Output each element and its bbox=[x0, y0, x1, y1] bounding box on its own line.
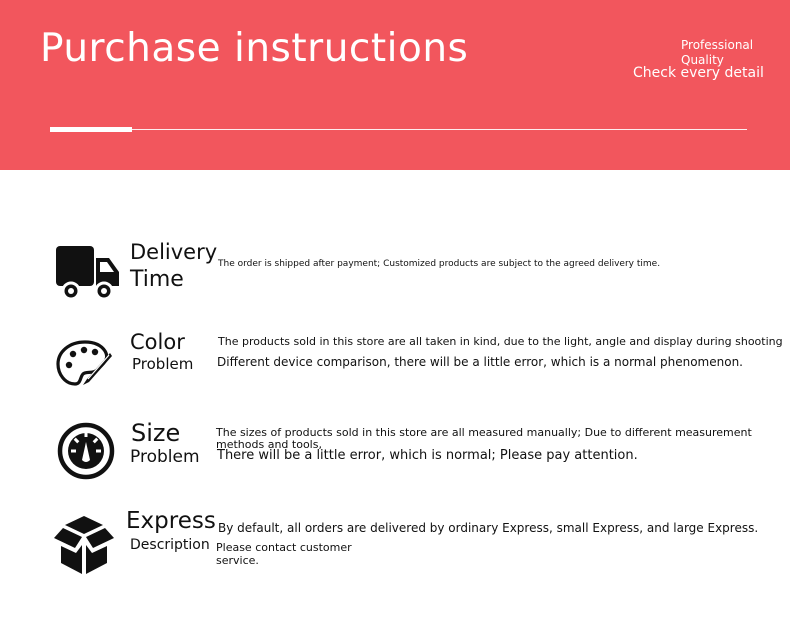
size-subtitle: Problem bbox=[130, 447, 200, 467]
color-title: Color bbox=[130, 330, 185, 354]
instruction-delivery-time bbox=[0, 230, 790, 310]
header-tagline: Check every detail bbox=[633, 65, 764, 81]
color-description-line1: The products sold in this store are all taken in kind, due to the light, angle and display during shooting bbox=[218, 335, 783, 348]
express-title: Express bbox=[126, 508, 216, 534]
size-description-line1: The sizes of products sold in this store are all measured manually; Due to different measurement methods and tools, bbox=[216, 426, 752, 451]
instruction-size-problem bbox=[0, 415, 790, 495]
express-description-line2: Please contact customer service. bbox=[216, 541, 352, 567]
instruction-color-problem bbox=[0, 325, 790, 405]
delivery-subtitle: Time bbox=[130, 267, 184, 292]
package-box-icon bbox=[51, 514, 117, 576]
size-title: Size bbox=[131, 419, 181, 447]
size-description-line2: There will be a little error, which is normal; Please pay attention. bbox=[217, 448, 638, 463]
express-subtitle: Description bbox=[130, 537, 210, 553]
express-description-line1: By default, all orders are delivered by ordinary Express, small Express, and large Express. bbox=[218, 521, 759, 535]
header-tagline-small: Professional Quality bbox=[681, 38, 754, 67]
delivery-title: Delivery bbox=[130, 240, 218, 264]
color-subtitle: Problem bbox=[132, 355, 194, 373]
gauge-icon bbox=[57, 422, 115, 480]
color-palette-icon bbox=[55, 339, 115, 389]
header-divider-accent bbox=[50, 127, 132, 132]
delivery-truck-icon bbox=[55, 244, 121, 302]
header-banner bbox=[0, 0, 790, 170]
color-description-line2: Different device comparison, there will be a little error, which is a normal phenomenon. bbox=[217, 355, 743, 369]
delivery-description: The order is shipped after payment; Customized products are subject to the agreed delivery time. bbox=[218, 259, 661, 269]
instruction-express-description bbox=[0, 505, 790, 585]
page-title: Purchase instructions bbox=[40, 26, 469, 71]
header-divider-line bbox=[50, 129, 747, 130]
